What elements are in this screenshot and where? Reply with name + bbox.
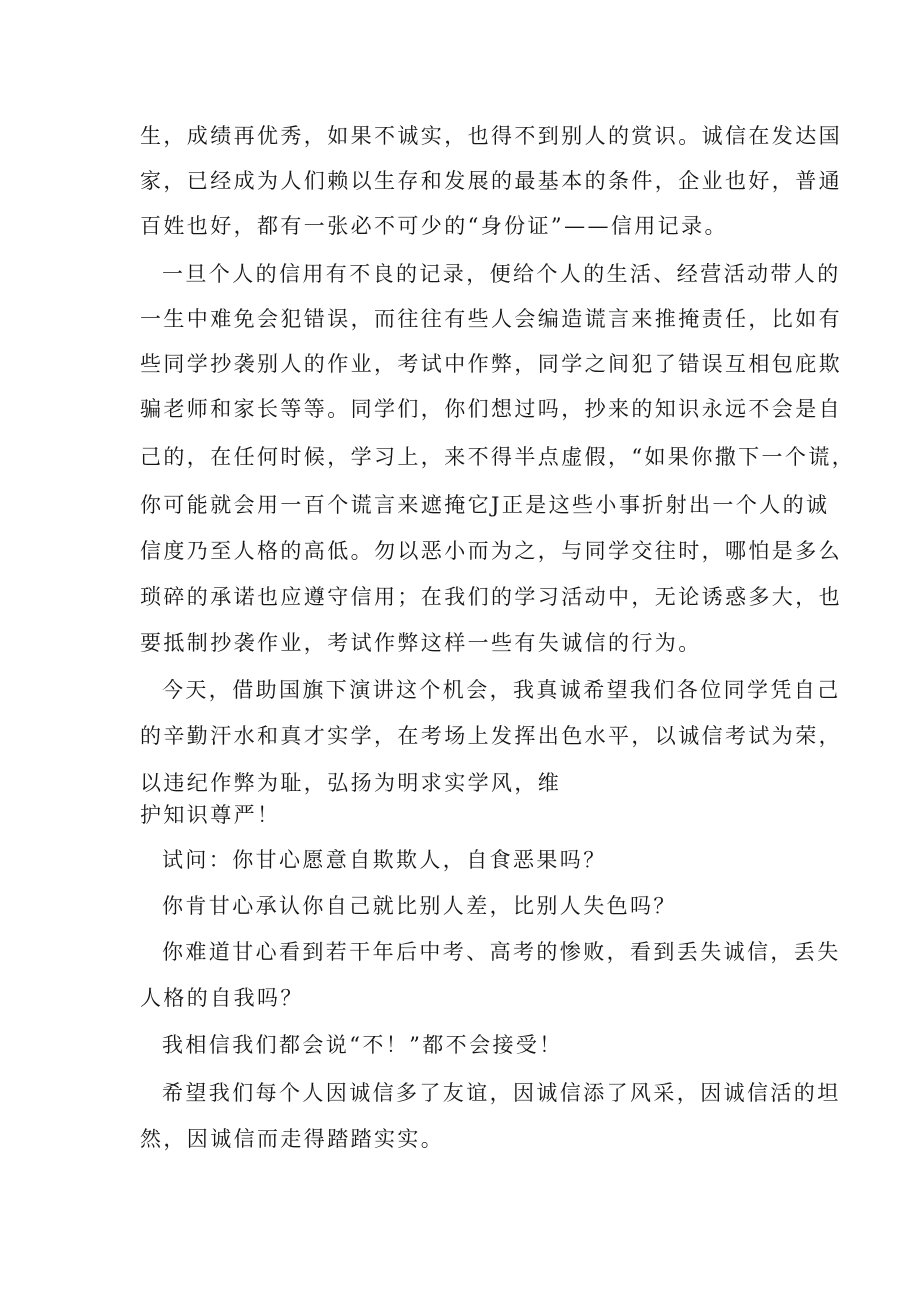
text-line-16: 护知识尊严！ <box>140 803 281 827</box>
text-line-1: 生，成绩再优秀，如果不诚实，也得不到别人的赏识。诚信在发达国 <box>140 124 842 148</box>
text-line-11: 琐碎的承诺也应遵守信用；在我们的学习活动中，无论诱惑多大，也 <box>140 585 842 609</box>
text-line-13: 今天，借助国旗下演讲这个机会，我真诚希望我们各位同学凭自己 <box>162 678 841 702</box>
text-line-10: 信度乃至人格的高低。勿以恶小而为之，与同学交往时，哪怕是多么 <box>140 539 842 563</box>
text-line-2: 家，已经成为人们赖以生存和发展的最基本的条件，企业也好，普通 <box>140 169 842 193</box>
text-line-3: 百姓也好，都有一张必不可少的“身份证”——信用记录。 <box>140 214 728 238</box>
text-line-19: 你难道甘心看到若干年后中考、高考的惨败，看到丢失诚信，丢失 <box>162 940 841 964</box>
text-line-21: 我相信我们都会说“不！”都不会接受！ <box>162 1033 563 1057</box>
text-line-14: 的辛勤汗水和真才实学，在考场上发挥出色水平，以诚信考试为荣， <box>140 724 842 748</box>
text-line-9: 你可能就会用一百个谎言来遮掩它J正是这些小事折射出一个人的诚 <box>140 493 830 517</box>
text-line-15: 以违纪作弊为耻，弘扬为明求实学风，维 <box>140 771 562 795</box>
text-line-7: 骗老师和家长等等。同学们，你们想过吗，抄来的知识永远不会是自 <box>140 397 842 421</box>
text-line-23: 然，因诚信而走得踏踏实实。 <box>140 1127 445 1151</box>
text-line-4: 一旦个人的信用有不良的记录，便给个人的生活、经营活动带人的 <box>162 262 841 286</box>
text-line-8: 己的，在任何时候，学习上，来不得半点虚假，“如果你撒下一个谎， <box>140 445 856 469</box>
text-line-6: 些同学抄袭别人的作业，考试中作弊，同学之间犯了错误互相包庇欺 <box>140 352 842 376</box>
text-line-22: 希望我们每个人因诚信多了友谊，因诚信添了风采，因诚信活的坦 <box>162 1081 841 1105</box>
text-line-12: 要抵制抄袭作业，考试作弊这样一些有失诚信的行为。 <box>140 631 702 655</box>
text-line-17: 试问：你甘心愿意自欺欺人，自食恶果吗？ <box>162 848 607 872</box>
text-line-18: 你肯甘心承认你自己就比别人差，比别人失色吗？ <box>162 894 677 918</box>
text-line-5: 一生中难免会犯错误，而往往有些人会编造谎言来推掩责任，比如有 <box>140 307 842 331</box>
text-line-20: 人格的自我吗？ <box>140 986 304 1010</box>
